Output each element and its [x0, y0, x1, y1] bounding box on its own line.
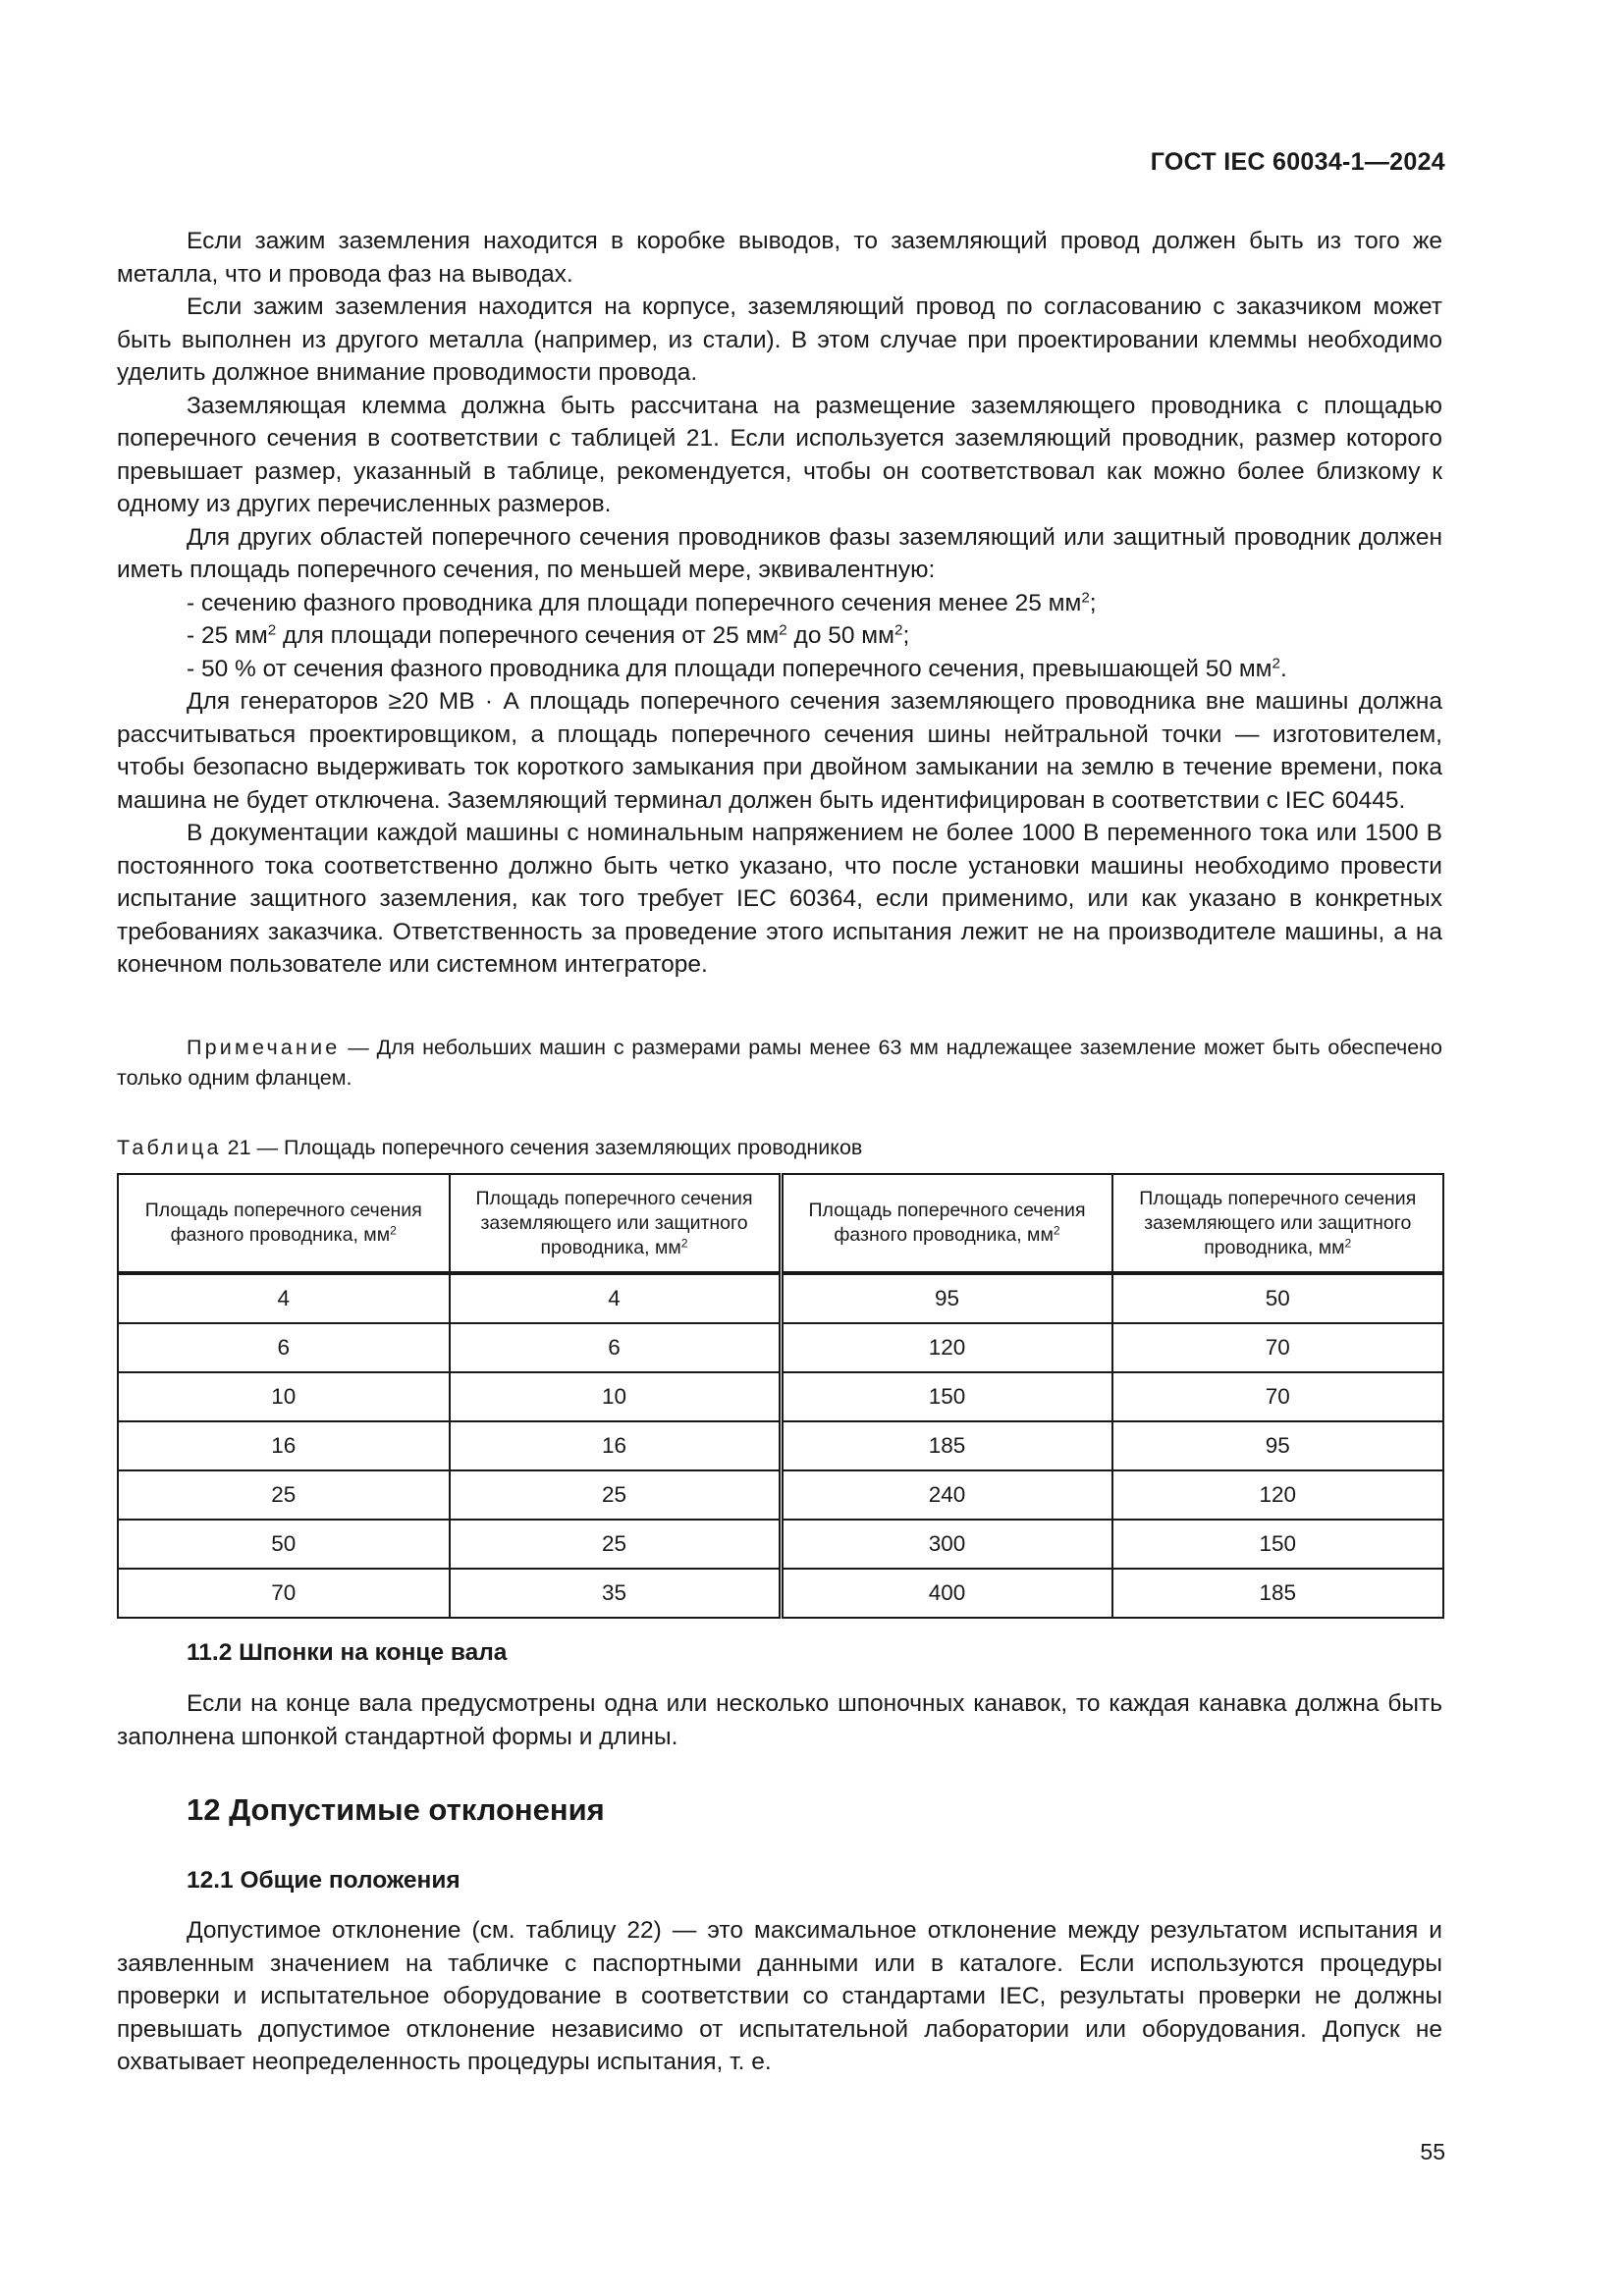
paragraph: В документации каждой машины с номинальным напряжением не более 1000 В переменного тока или 1500 В постоянного тока соответственно должно быть четко указано, что после установки машины необходимо провести испытание защитного заземления, как того требует IEC 60364, если применимо, или как указано в конкретных требованиях заказчика. Ответственность за проведение этого испытания лежит не на производителе машины, а на конечном пользователе или системном интеграторе. — [117, 820, 1442, 978]
table-cell: 6 — [118, 1323, 450, 1372]
table-cell: 4 — [118, 1273, 450, 1323]
table-header-cell: Площадь поперечного сечения фазного проводника, $мм^2$ — [118, 1174, 450, 1273]
table-cell: 300 — [781, 1520, 1112, 1569]
paragraph: Если на конце вала предусмотрены одна или несколько шпоночных канавок, то каждая канавка должна быть заполнена шпонкой стандартной формы и длины. — [117, 1690, 1442, 1750]
paragraph: Если зажим заземления находится в коробке выводов, то заземляющий провод должен быть из того же металла, что и провода фаз на выводах. — [117, 228, 1442, 288]
paragraph: Допустимое отклонение (см. таблицу 22) — это максимальное отклонение между результатом испытания и заявленным значением на табличке с паспортными данными или в каталоге. Если используются процедуры проверки и испытательное оборудование в соответствии со стандартами IEC, результаты проверки не должны превышать допустимое отклонение независимо от испытательной лаборатории или оборудования. Допуск не охватывает неопределенность процедуры испытания, т. е. — [117, 1917, 1442, 2075]
table-header-cell: Площадь поперечного сечения заземляющего или защитного проводника, $мм^2$ — [1112, 1174, 1444, 1273]
page-number: 55 — [1420, 2139, 1445, 2164]
section-heading-12: 12 Допустимые отклонения — [187, 1792, 605, 1827]
paragraph: Для других областей поперечного сечения проводников фазы заземляющий или защитный проводник должен иметь площадь поперечного сечения, по меньшей мере, эквивалентную: — [117, 523, 1442, 583]
table-cell: 95 — [1112, 1421, 1444, 1470]
table-cell: 70 — [1112, 1372, 1444, 1421]
table-cell: 95 — [781, 1273, 1112, 1323]
intro-text — [117, 225, 1442, 982]
note-label: Примечание — [187, 1036, 341, 1059]
list-item: - сечению фазного проводника для площади поперечного сечения менее 25 $мм^2$; — [187, 589, 1097, 616]
paragraph: Если зажим заземления находится на корпусе, заземляющий провод по согласованию с заказчиком может быть выполнен из другого металла (например, из стали). В этом случае при проектировании клеммы необходимо уделить должное внимание проводимости провода. — [117, 294, 1442, 386]
table-cell: 150 — [781, 1372, 1112, 1421]
table-cell: 16 — [118, 1421, 450, 1470]
table-cell: 70 — [1112, 1323, 1444, 1372]
section-heading-11-2: 11.2 Шпонки на конце вала — [187, 1639, 508, 1666]
paragraph: Заземляющая клемма должна быть рассчитана на размещение заземляющего проводника с площадью поперечного сечения в соответствии с таблицей 21. Если используется заземляющий проводник, размер которого превышает размер, указанный в таблице, рекомендуется, чтобы он соответствовал как можно более близкому к одному из других перечисленных размеров. — [117, 392, 1442, 517]
table-header-cell: Площадь поперечного сечения заземляющего или защитного проводника, $мм^2$ — [450, 1174, 782, 1273]
list-item: - 25 $мм^2$ для площади поперечного сечения от 25 $мм^2$ до 50 $мм^2$; — [187, 621, 910, 649]
table-row — [118, 1569, 1443, 1618]
table-row — [118, 1520, 1443, 1569]
table-row — [118, 1273, 1443, 1323]
table-cell: 240 — [781, 1470, 1112, 1520]
table-cell: 120 — [781, 1323, 1112, 1372]
table-cell: 35 — [450, 1569, 782, 1618]
table-header-cell: Площадь поперечного сечения фазного проводника, $мм^2$ — [781, 1174, 1112, 1273]
table-row — [118, 1323, 1443, 1372]
table-cell: 150 — [1112, 1520, 1444, 1569]
section-heading-12-1: 12.1 Общие положения — [187, 1867, 460, 1894]
list-item: - 50 % от сечения фазного проводника для площади поперечного сечения, превышающей 50 $мм^2$. — [187, 655, 1287, 682]
table-cell: 185 — [1112, 1569, 1444, 1618]
table-cell: 50 — [118, 1520, 450, 1569]
table-cell: 185 — [781, 1421, 1112, 1470]
table-cell: 4 — [450, 1273, 782, 1323]
section-12-1-text — [117, 1914, 1442, 2079]
table-cell: 25 — [450, 1470, 782, 1520]
table-cell: 16 — [450, 1421, 782, 1470]
table-row — [118, 1421, 1443, 1470]
note-text: — Для небольших машин с размерами рамы менее 63 мм надлежащее заземление может быть обеспечено только одним фланцем. — [117, 1036, 1442, 1090]
table-cell: 10 — [450, 1372, 782, 1421]
table-cell: 10 — [118, 1372, 450, 1421]
table-cell: 25 — [450, 1520, 782, 1569]
table-cell: 120 — [1112, 1470, 1444, 1520]
note — [117, 1033, 1442, 1094]
document-code-header: ГОСТ IEC 60034-1—2024 — [1150, 148, 1445, 176]
conductor-table — [117, 1173, 1444, 1619]
table-cell: 50 — [1112, 1273, 1444, 1323]
table-cell: 6 — [450, 1323, 782, 1372]
table-row — [118, 1470, 1443, 1520]
table-cell: 400 — [781, 1569, 1112, 1618]
table-row — [118, 1372, 1443, 1421]
section-11-2-text — [117, 1687, 1442, 1753]
table-cell: 70 — [118, 1569, 450, 1618]
table-cell: 25 — [118, 1470, 450, 1520]
paragraph: Для генераторов ≥20 МВ · А площадь поперечного сечения заземляющего проводника вне машины должна рассчитываться проектировщиком, а площадь поперечного сечения шины нейтральной точки — изготовителем, чтобы безопасно выдерживать ток короткого замыкания при двойном замыкании на землю в течение времени, пока машина не будет отключена. Заземляющий терминал должен быть идентифицирован в соответствии с IEC 60445. — [117, 688, 1442, 814]
table-caption: Таблица 21 — Площадь поперечного сечения заземляющих проводников — [117, 1136, 863, 1159]
